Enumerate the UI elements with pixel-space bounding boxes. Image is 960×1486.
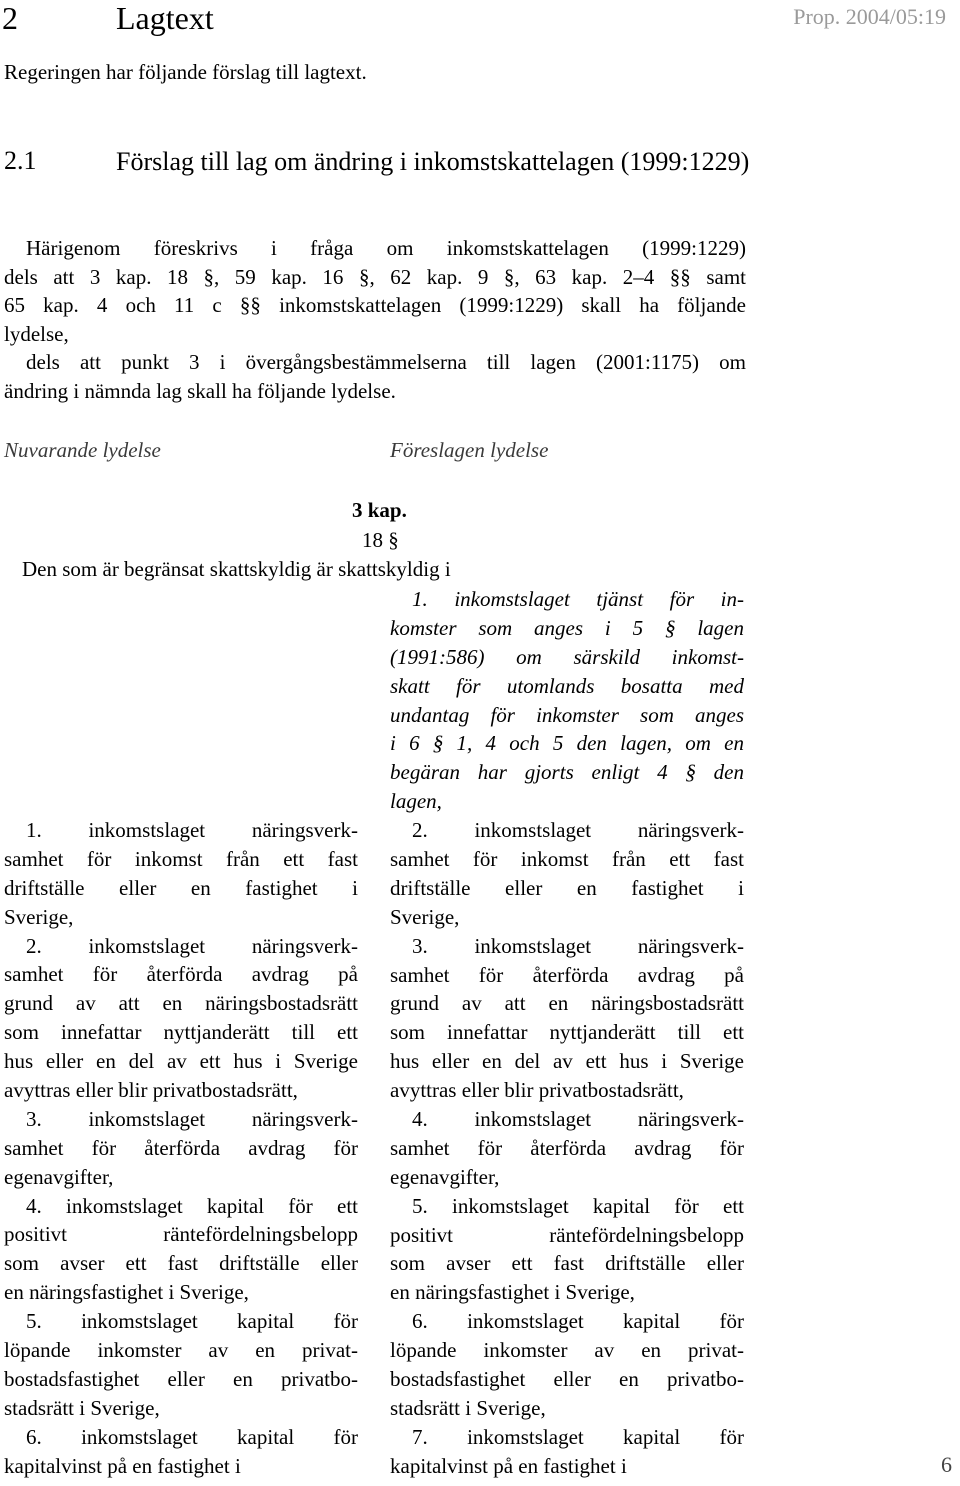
column-line: 1. inkomstslaget tjänst för in- [412, 587, 744, 611]
column-line: driftställe eller en fastighet i [4, 875, 358, 900]
column-line: driftställe eller en fastighet i [390, 875, 744, 900]
column-line: 3. inkomstslaget näringsverk- [412, 933, 744, 958]
column-line: grund av att en näringsbostadsrätt [4, 991, 358, 1016]
section-number: 2 [2, 0, 18, 36]
preamble-line: 65 kap. 4 och 11 c §§ inkomstskattelagen (1999:1229) skall ha följande [4, 293, 746, 318]
proposed-wording-heading: Föreslagen lydelse [390, 438, 549, 462]
section-title: Lagtext [116, 0, 214, 36]
column-line: löpande inkomster av en privat- [4, 1338, 358, 1363]
column-line: Sverige, [4, 904, 74, 929]
column-line: bostadsfastighet eller en privatbo- [4, 1366, 358, 1391]
column-line: samhet för inkomst från ett fast [390, 847, 744, 872]
column-line: 4. inkomstslaget kapital för ett [26, 1193, 358, 1218]
page-number: 6 [941, 1452, 952, 1477]
column-line: 2. inkomstslaget näringsverk- [26, 933, 358, 958]
preamble-line: dels att 3 kap. 18 §, 59 kap. 16 §, 62 kap. 9 §, 63 kap. 2–4 §§ samt [4, 264, 746, 289]
column-line: 5. inkomstslaget kapital för ett [412, 1193, 744, 1218]
column-line: samhet för återförda avdrag på [390, 962, 744, 987]
column-line: stadsrätt i Sverige, [4, 1395, 160, 1420]
preamble-line: ändring i nämnda lag skall ha följande lydelse. [4, 378, 396, 403]
column-line: avyttras eller blir privatbostadsrätt, [390, 1078, 684, 1103]
column-line: hus eller en del av ett hus i Sverige [390, 1049, 744, 1074]
column-line: 5. inkomstslaget kapital för [26, 1309, 358, 1334]
column-line: en näringsfastighet i Sverige, [390, 1280, 635, 1305]
column-line: (1991:586) om särskild inkomst- [390, 644, 744, 669]
column-line: undantag för inkomster som anges [390, 702, 744, 727]
column-line: bostadsfastighet eller en privatbo- [390, 1367, 744, 1392]
preamble [4, 234, 746, 406]
proposed-wording-column [390, 585, 744, 1481]
column-line: som avser ett fast driftställe eller [390, 1251, 744, 1276]
column-line: positivt räntefördelningsbelopp [390, 1222, 744, 1247]
column-line: en näringsfastighet i Sverige, [4, 1280, 249, 1305]
column-line: komster som anges i 5 § lagen [390, 615, 744, 640]
column-line: samhet för återförda avdrag på [4, 962, 358, 987]
column-line: grund av att en näringsbostadsrätt [390, 991, 744, 1016]
intro-text: Regeringen har följande förslag till lagtext. [4, 60, 367, 84]
proposition-reference: Prop. 2004/05:19 [793, 4, 946, 29]
column-line: 6. inkomstslaget kapital för [26, 1424, 358, 1449]
column-line: egenavgifter, [390, 1164, 500, 1189]
column-line: som avser ett fast driftställe eller [4, 1251, 358, 1276]
preamble-line: dels att punkt 3 i övergångsbestämmelserna till lagen (2001:1175) om [26, 350, 746, 375]
column-line: positivt räntefördelningsbelopp [4, 1222, 358, 1247]
current-wording-column [4, 816, 358, 1480]
column-line: i 6 § 1, 4 och 5 den lagen, om en [390, 731, 744, 756]
paragraph-heading: 18 § [362, 528, 399, 552]
column-line: kapitalvinst på en fastighet i [390, 1453, 627, 1478]
current-wording-heading: Nuvarande lydelse [4, 438, 161, 462]
column-line: som innefattar nyttjanderätt till ett [4, 1020, 358, 1045]
lead-sentence: Den som är begränsat skattskyldig är skattskyldig i [22, 557, 451, 581]
preamble-line: Härigenom föreskrivs i fråga om inkomstskattelagen (1999:1229) [26, 236, 746, 260]
column-line: hus eller en del av ett hus i Sverige [4, 1049, 358, 1074]
column-line: stadsrätt i Sverige, [390, 1395, 546, 1420]
column-line: 7. inkomstslaget kapital för [412, 1424, 744, 1449]
column-line: 1. inkomstslaget näringsverk- [26, 818, 358, 842]
column-line: Sverige, [390, 904, 460, 929]
column-line: skatt för utomlands bosatta med [390, 673, 744, 698]
subsection-number: 2.1 [4, 146, 37, 175]
subsection-title: Förslag till lag om ändring i inkomstskattelagen (1999:1229) [116, 147, 750, 176]
column-line: 2. inkomstslaget näringsverk- [412, 818, 744, 843]
column-line: löpande inkomster av en privat- [390, 1338, 744, 1363]
column-line: egenavgifter, [4, 1164, 114, 1189]
column-line: 4. inkomstslaget näringsverk- [412, 1107, 744, 1132]
column-line: 3. inkomstslaget näringsverk- [26, 1106, 358, 1131]
column-line: som innefattar nyttjanderätt till ett [390, 1020, 744, 1045]
chapter-heading: 3 kap. [352, 498, 407, 522]
column-line: samhet för inkomst från ett fast [4, 846, 358, 871]
column-line: lagen, [390, 789, 442, 814]
preamble-line: lydelse, [4, 321, 69, 346]
column-line: samhet för återförda avdrag för [4, 1135, 358, 1160]
column-line: samhet för återförda avdrag för [390, 1135, 744, 1160]
column-line: 6. inkomstslaget kapital för [412, 1309, 744, 1334]
column-line: avyttras eller blir privatbostadsrätt, [4, 1078, 298, 1103]
column-line: begäran har gjorts enligt 4 § den [390, 760, 744, 785]
column-line: kapitalvinst på en fastighet i [4, 1453, 241, 1478]
